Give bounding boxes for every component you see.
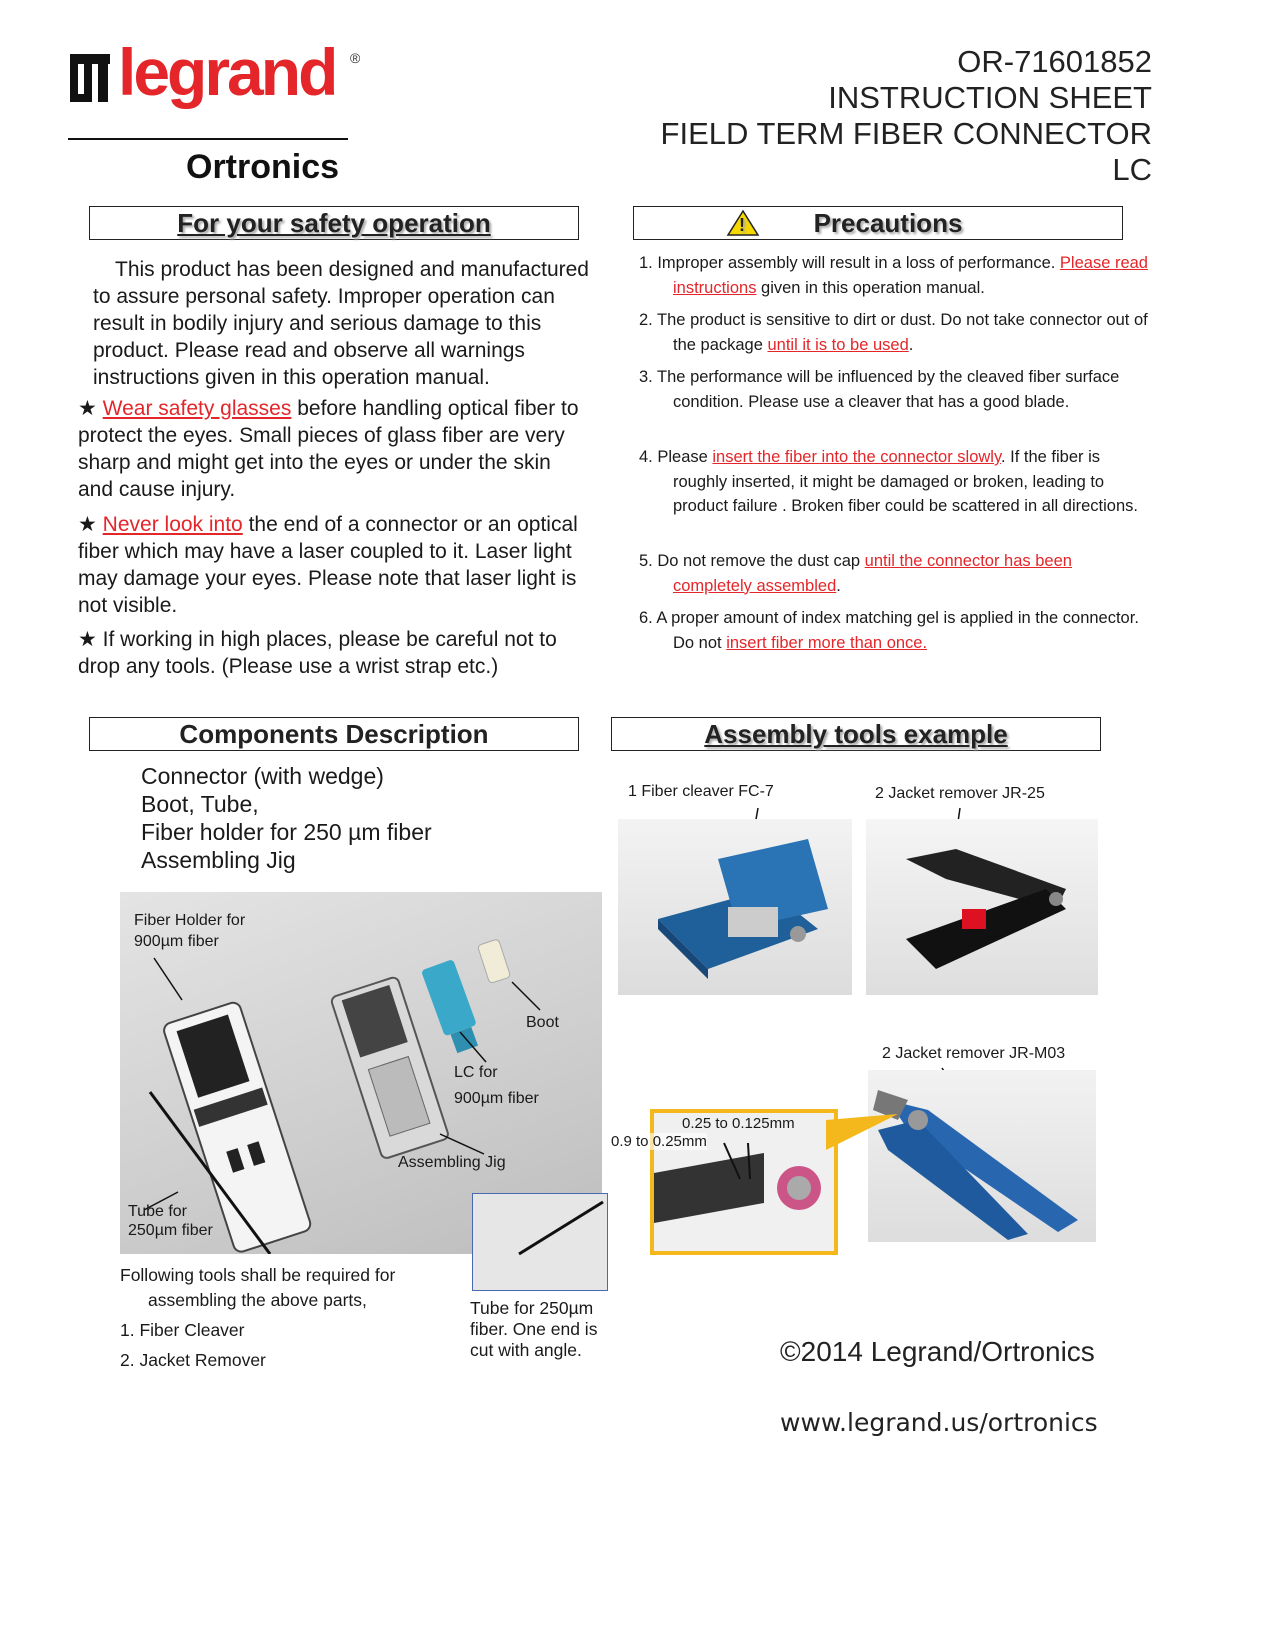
assembly-title: Assembly tools example bbox=[704, 719, 1008, 749]
header-block bbox=[661, 44, 1152, 188]
product-variant: LC bbox=[1112, 152, 1152, 187]
website-url[interactable]: www.legrand.us/ortronics bbox=[780, 1408, 1098, 1437]
precaution-text: 2. The product is sensitive to dirt or dust. Do not take connector out of the package bbox=[639, 311, 1148, 354]
tool-item: 1. Fiber Cleaver bbox=[120, 1320, 245, 1340]
brand-name: legrand bbox=[118, 35, 336, 109]
star-icon: ★ bbox=[78, 397, 97, 420]
precaution-text: . bbox=[908, 335, 914, 354]
label-assembling-jig: Assembling Jig bbox=[398, 1154, 506, 1171]
precaution-item bbox=[639, 445, 1157, 519]
safety-intro: This product has been designed and manufactured to assure personal safety. Improper operation can result in bodily injury and serious damage to this product. Please read and observe all warnings instructions given in this operation manual. bbox=[93, 258, 589, 389]
doc-type: INSTRUCTION SHEET bbox=[828, 80, 1152, 115]
precaution-text: given in this operation manual. bbox=[756, 278, 985, 297]
bullet-text: before handling optical fiber to protect the eyes. Small pieces of glass fiber are very sharp and might get into the eyes or under the skin and cause injury. bbox=[78, 397, 579, 501]
precaution-item bbox=[639, 549, 1143, 598]
brand-sub: Ortronics bbox=[186, 148, 340, 186]
legrand-logo-mark bbox=[68, 52, 112, 106]
components-list bbox=[141, 762, 432, 874]
label-fiber-holder bbox=[134, 910, 245, 952]
cleaver-illustration bbox=[618, 819, 852, 995]
precaution-emphasis: Please read instructions bbox=[673, 254, 1148, 297]
bullet-text: If working in high places, please be careful not to drop any tools. (Please use a wrist strap etc.) bbox=[78, 628, 557, 678]
zoom-connector bbox=[826, 1110, 902, 1170]
precaution-item bbox=[639, 606, 1153, 655]
logo-divider bbox=[68, 138, 348, 140]
jr25-illustration bbox=[866, 819, 1098, 995]
label-lc bbox=[454, 1060, 539, 1112]
product-name: FIELD TERM FIBER CONNECTOR bbox=[660, 116, 1152, 151]
range-label-coarse: 0.9 to 0.25mm bbox=[611, 1133, 707, 1150]
warning-link: Wear safety glasses bbox=[102, 397, 292, 420]
precaution-text: 4. Please bbox=[639, 448, 713, 466]
safety-bullet bbox=[78, 626, 588, 680]
precautions-title: Precautions bbox=[813, 208, 963, 238]
jacket-remover-jrm03-photo bbox=[868, 1070, 1096, 1242]
tools-intro: assembling the above parts, bbox=[148, 1290, 367, 1310]
tube-caption bbox=[470, 1298, 597, 1361]
star-icon: ★ bbox=[78, 513, 97, 536]
tools-intro: Following tools shall be required for bbox=[120, 1265, 396, 1285]
caption-line: fiber. One end is bbox=[470, 1319, 598, 1339]
label-tube bbox=[128, 1202, 213, 1240]
warning-link: Never look into bbox=[102, 513, 243, 536]
jaw-detail-photo bbox=[650, 1109, 838, 1255]
precautions-heading bbox=[633, 206, 1123, 240]
star-icon: ★ bbox=[78, 628, 97, 651]
jrm03-illustration bbox=[868, 1070, 1096, 1242]
components-heading bbox=[89, 717, 579, 751]
safety-title: For your safety operation bbox=[177, 208, 491, 238]
components-title: Components Description bbox=[179, 719, 489, 749]
precaution-emphasis: until the connector has been completely assembled bbox=[673, 552, 1072, 595]
tools-required bbox=[120, 1263, 395, 1373]
tool-label-cleaver: 1 Fiber cleaver FC-7 bbox=[628, 783, 774, 800]
doc-number: OR-71601852 bbox=[957, 44, 1152, 79]
assembly-heading bbox=[611, 717, 1101, 751]
precaution-text: 3. The performance will be influenced by the cleaved fiber surface condition. Please use a cleaver that has a good blade. bbox=[639, 368, 1120, 411]
precaution-text: . If the fiber is roughly inserted, it might be damaged or broken, leading to product failure . Broken fiber could be scattered in all directions. bbox=[673, 448, 1138, 515]
tube-photo bbox=[472, 1193, 608, 1291]
precaution-text: 6. A proper amount of index matching gel is applied in the connector. Do not bbox=[639, 609, 1139, 652]
precaution-text: 5. Do not remove the dust cap bbox=[639, 552, 865, 570]
component-item: Boot, Tube, bbox=[141, 791, 259, 817]
precaution-text: . bbox=[836, 576, 841, 595]
warning-glyph: ! bbox=[739, 215, 745, 235]
label-line: Tube for bbox=[128, 1203, 187, 1220]
brand-registered: ® bbox=[350, 50, 361, 66]
precaution-item bbox=[639, 308, 1153, 357]
precaution-item bbox=[639, 365, 1153, 414]
label-line: 900µm fiber bbox=[454, 1090, 539, 1107]
range-label-fine: 0.25 to 0.125mm bbox=[682, 1115, 795, 1132]
safety-heading bbox=[89, 206, 579, 240]
component-item: Assembling Jig bbox=[141, 847, 296, 873]
safety-bullet bbox=[78, 511, 588, 619]
bullet-text: the end of a connector or an optical fiber which may have a laser coupled to it. Laser light may damage your eyes. Please note that laser light is not visible. bbox=[78, 513, 578, 617]
tool-label-jrm03: 2 Jacket remover JR-M03 bbox=[882, 1045, 1066, 1062]
precaution-emphasis: insert fiber more than once. bbox=[726, 633, 928, 652]
precaution-item bbox=[639, 251, 1153, 300]
label-boot: Boot bbox=[526, 1014, 559, 1031]
component-item: Fiber holder for 250 µm fiber bbox=[141, 819, 432, 845]
precaution-emphasis: until it is to be used bbox=[767, 335, 909, 354]
label-line: 900µm fiber bbox=[134, 933, 219, 950]
copyright: ©2014 Legrand/Ortronics bbox=[780, 1336, 1095, 1367]
jacket-remover-jr25-photo bbox=[866, 819, 1098, 995]
safety-bullet bbox=[78, 395, 588, 503]
tool-item: 2. Jacket Remover bbox=[120, 1350, 266, 1370]
label-line: LC for bbox=[454, 1064, 498, 1081]
caption-line: Tube for 250µm bbox=[470, 1298, 594, 1318]
caption-line: cut with angle. bbox=[470, 1340, 582, 1360]
tool-label-jr25: 2 Jacket remover JR-25 bbox=[875, 785, 1045, 802]
tube-illustration bbox=[473, 1194, 607, 1290]
precaution-emphasis: insert the fiber into the connector slowly bbox=[712, 448, 1001, 466]
label-line: Fiber Holder for bbox=[134, 912, 246, 929]
fiber-cleaver-photo bbox=[618, 819, 852, 995]
component-item: Connector (with wedge) bbox=[141, 763, 384, 789]
precaution-text: 1. Improper assembly will result in a loss of performance. bbox=[639, 254, 1060, 272]
label-line: 250µm fiber bbox=[128, 1222, 213, 1239]
